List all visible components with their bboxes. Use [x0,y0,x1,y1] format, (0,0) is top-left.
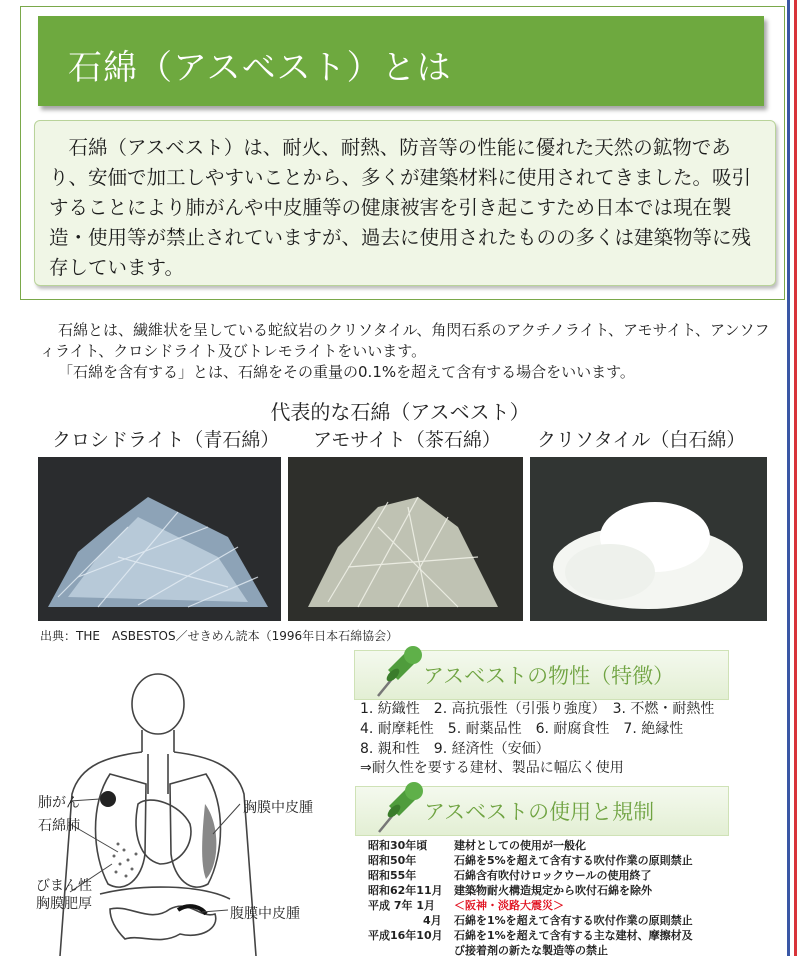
photo-amosite [288,457,523,621]
photo-crocidolite [38,457,281,621]
label-diffuse-pleural-thickening-1: びまん性 [36,878,92,894]
label-pleural-mesothelioma: 胸膜中皮腫 [243,800,313,816]
photo-chrysotile [530,457,767,621]
figure-title: 代表的な石綿（アスベスト） [270,400,530,424]
property-line: ⇒耐久性を要する建材、製品に幅広く使用 [360,760,624,776]
label-lung-cancer: 肺がん [38,795,80,811]
property-line: 4. 耐摩耗性 5. 耐薬品性 6. 耐腐食性 7. 絶縁性 [360,721,684,737]
pushpin-icon [371,776,427,836]
intro-box [34,120,776,286]
caption-amosite: アモサイト（茶石綿） [313,429,501,451]
page-edge-blue-stripe [787,0,790,956]
page-title: 石綿（アスベスト）とは [68,48,452,88]
regulation-heading: アスベストの使用と規制 [424,800,655,824]
property-line: 8. 親和性 9. 経済性（安価） [360,741,550,757]
pushpin-icon [370,640,426,700]
photo-source-credit: 出典：THE ASBESTOS／せきめん読本（1996年日本石綿協会） [40,629,399,643]
caption-chrysotile: クリソタイル（白石綿） [537,429,746,451]
definition-text: 石綿とは、繊維状を呈している蛇紋岩のクリソタイル、角閃石系のアクチノライト、アモサイト、アンソフィライト、クロシドライト及びトレモライトをいいます。 [40,321,770,360]
property-line: 1. 紡織性 2. 高抗張性（引張り強度） 3. 不燃・耐熱性 [360,701,715,717]
caption-crocidolite: クロシドライト（青石綿） [52,429,280,451]
intro-text: 石綿（アスベスト）は、耐火、耐熱、防音等の性能に優れた天然の鉱物であり、安価で加工しやすいことから、多くが建築材料に使用されてきました。吸引することにより肺がんや中皮腫等の健康被害を引き起こすため日本では現在製造・使用等が禁止されていますが、過去に使用されたものの多くは建築物等に残存しています。 [49,136,752,279]
label-peritoneal-mesothelioma: 腹膜中皮腫 [230,906,300,922]
title-banner [38,16,764,106]
containing-text: 「石綿を含有する」とは、石綿をその重量の0.1%を超えて含有する場合をいいます。 [58,363,635,381]
label-diffuse-pleural-thickening-2: 胸膜肥厚 [36,896,92,912]
label-asbestosis: 石綿肺 [38,818,80,834]
page-edge-red-stripe [794,0,797,956]
properties-heading: アスベストの物性（特徴） [423,664,675,688]
